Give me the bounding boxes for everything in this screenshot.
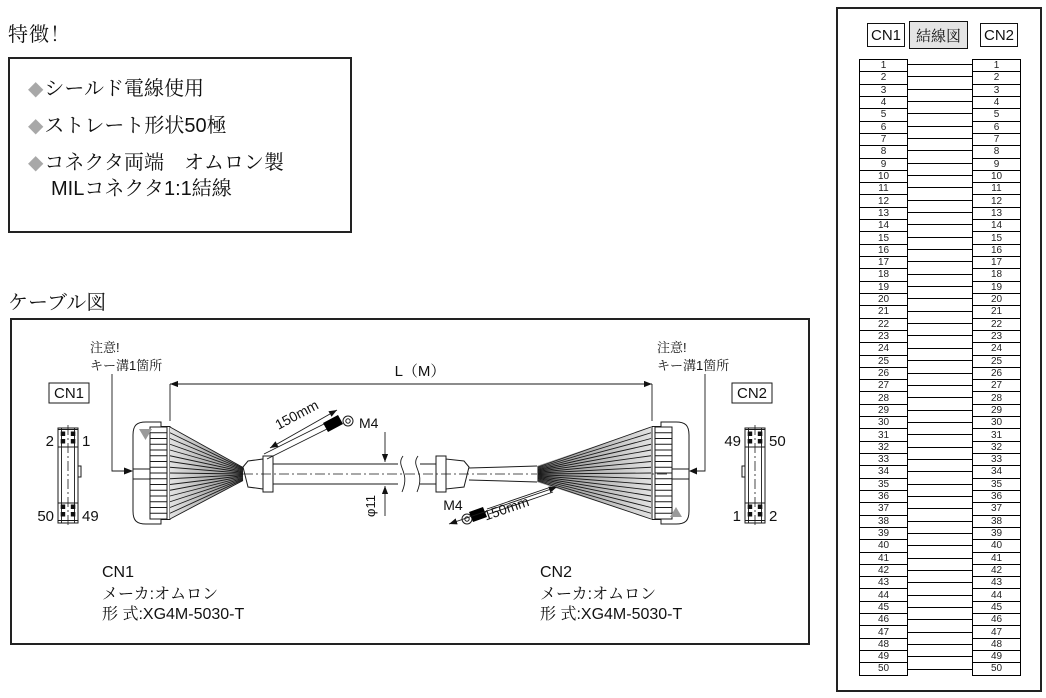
pin-cell: 4 <box>860 97 907 109</box>
wire-line <box>908 570 972 571</box>
pin-cell: 8 <box>860 146 907 158</box>
wire-line <box>908 101 972 102</box>
wire-line <box>908 311 972 312</box>
pin-cell: 17 <box>860 257 907 269</box>
pin-cell: 25 <box>973 356 1020 368</box>
wire-line <box>908 224 972 225</box>
cn1-pin-50: 50 <box>37 508 54 525</box>
pin-cell: 43 <box>973 577 1020 589</box>
pin-cell: 3 <box>860 85 907 97</box>
wiring-header-cn2: CN2 <box>980 23 1018 47</box>
diameter-label: φ11 <box>363 495 378 517</box>
cn1-model: 形 式:XG4M-5030-T <box>102 606 245 623</box>
wire-line <box>908 508 972 509</box>
pin-cell: 5 <box>973 109 1020 121</box>
wire-line <box>908 545 972 546</box>
cable-figure-title: ケーブル図 <box>8 292 107 314</box>
cn2-model: 形 式:XG4M-5030-T <box>540 606 683 623</box>
wire-line <box>908 607 972 608</box>
pin-cell: 21 <box>973 306 1020 318</box>
wire-line <box>908 521 972 522</box>
feature-item-label: シールド電線使用 <box>44 78 204 100</box>
wiring-header-cn1: CN1 <box>867 23 905 47</box>
pin-cell: 46 <box>973 614 1020 626</box>
feature-item-label: コネクタ両端 オムロン製 <box>44 152 284 174</box>
pin-cell: 19 <box>973 282 1020 294</box>
pin-cell: 24 <box>973 343 1020 355</box>
pin-cell: 19 <box>860 282 907 294</box>
caution-left-line2: キー溝1箇所 <box>90 358 163 373</box>
cn1-spec <box>102 564 244 623</box>
cn2-label <box>732 383 772 403</box>
pin-cell: 36 <box>973 491 1020 503</box>
wiring-column-cn2 <box>972 59 1021 676</box>
pin-cell: 13 <box>860 208 907 220</box>
wire-line <box>908 274 972 275</box>
cn1-maker: メーカ:オムロン <box>102 586 219 603</box>
pin-cell: 39 <box>860 528 907 540</box>
features-title: 特徴！ <box>8 24 71 46</box>
pin-cell: 26 <box>973 368 1020 380</box>
pin-cell: 24 <box>860 343 907 355</box>
pin-cell: 40 <box>860 540 907 552</box>
pin-cell: 20 <box>860 294 907 306</box>
pin-cell: 16 <box>973 245 1020 257</box>
pin-cell: 35 <box>973 479 1020 491</box>
pin-cell: 37 <box>860 503 907 515</box>
wire-line <box>908 397 972 398</box>
wire-line <box>908 459 972 460</box>
pin-cell: 13 <box>973 208 1020 220</box>
pin-cell: 14 <box>973 220 1020 232</box>
cn1-end-view <box>37 425 98 526</box>
wire-line <box>908 360 972 361</box>
pin-cell: 11 <box>860 183 907 195</box>
pin-cell: 17 <box>973 257 1020 269</box>
caution-left-line1: 注意! <box>90 340 120 355</box>
wire-line <box>908 175 972 176</box>
wire-line <box>908 249 972 250</box>
cn1-pin-49: 49 <box>82 508 99 525</box>
pin-cell: 44 <box>973 589 1020 601</box>
pin-cell: 33 <box>860 454 907 466</box>
cn2-hood <box>652 422 689 524</box>
pin-cell: 42 <box>860 565 907 577</box>
pin-cell: 27 <box>973 380 1020 392</box>
wire-line <box>908 558 972 559</box>
pin-cell: 18 <box>860 269 907 281</box>
wiring-column-cn1 <box>859 59 908 676</box>
pin-cell: 34 <box>973 466 1020 478</box>
pin-cell: 36 <box>860 491 907 503</box>
pin-cell: 30 <box>860 417 907 429</box>
wire-line <box>908 64 972 65</box>
wire-line <box>908 447 972 448</box>
pin-cell: 28 <box>973 392 1020 404</box>
wire-fan-right <box>537 427 651 519</box>
pin-cell: 18 <box>973 269 1020 281</box>
diamond-bullet-icon: ◆ <box>28 78 44 100</box>
pin-cell: 22 <box>973 319 1020 331</box>
pin-cell: 11 <box>973 183 1020 195</box>
diamond-bullet-icon: ◆ <box>28 115 44 137</box>
wire-line <box>908 187 972 188</box>
pin-cell: 15 <box>860 232 907 244</box>
pin-cell: 25 <box>860 356 907 368</box>
cn2-pin-2: 2 <box>769 508 778 525</box>
wire-line <box>908 335 972 336</box>
pin-cell: 45 <box>973 602 1020 614</box>
ground-wire-right <box>443 487 557 524</box>
cn1-pin-2: 2 <box>45 433 54 450</box>
wire-line <box>908 496 972 497</box>
caution-note-left <box>90 340 162 475</box>
wire-line <box>908 644 972 645</box>
length-label: L（M） <box>394 363 446 380</box>
pin-cell: 31 <box>973 429 1020 441</box>
pin-cell: 38 <box>973 516 1020 528</box>
feature-item-continuation: MILコネクタ1:1結線 <box>51 178 232 200</box>
m4-left-label: M4 <box>359 415 379 431</box>
wire-line <box>908 163 972 164</box>
wire-line <box>908 422 972 423</box>
pin-cell: 16 <box>860 245 907 257</box>
pin-cell: 20 <box>973 294 1020 306</box>
pin-cell: 33 <box>973 454 1020 466</box>
wire-line <box>908 385 972 386</box>
caution-right-line1: 注意! <box>657 340 687 355</box>
wire-line <box>908 89 972 90</box>
pin-cell: 5 <box>860 109 907 121</box>
pin-cell: 3 <box>973 85 1020 97</box>
pin-cell: 14 <box>860 220 907 232</box>
wire-line <box>908 373 972 374</box>
diameter-dimension <box>363 432 385 517</box>
cn1-hood <box>133 422 170 524</box>
pin-cell: 2 <box>973 72 1020 84</box>
wiring-diagram-panel <box>836 7 1042 692</box>
pin-cell: 30 <box>973 417 1020 429</box>
cn2-pin-1: 1 <box>732 508 741 525</box>
pin-cell: 47 <box>860 626 907 638</box>
pin-cell: 4 <box>973 97 1020 109</box>
pin-cell: 31 <box>860 429 907 441</box>
pin-cell: 2 <box>860 72 907 84</box>
pin-cell: 1 <box>860 60 907 72</box>
pin-cell: 45 <box>860 602 907 614</box>
pin-cell: 27 <box>860 380 907 392</box>
pin-cell: 37 <box>973 503 1020 515</box>
pin-cell: 48 <box>973 639 1020 651</box>
feature-item-label: ストレート形状50極 <box>44 115 227 137</box>
pin-cell: 29 <box>973 405 1020 417</box>
pin-cell: 49 <box>860 651 907 663</box>
cable-figure-box <box>10 318 810 645</box>
diamond-bullet-icon: ◆ <box>28 152 44 174</box>
wire-line <box>908 261 972 262</box>
pin-cell: 29 <box>860 405 907 417</box>
cn1-label <box>49 383 89 403</box>
pin-cell: 7 <box>973 134 1020 146</box>
pin-cell: 47 <box>973 626 1020 638</box>
pin-cell: 41 <box>973 553 1020 565</box>
pin-cell: 8 <box>973 146 1020 158</box>
pin-cell: 50 <box>877 663 890 675</box>
wire-line <box>908 212 972 213</box>
pin-cell: 38 <box>860 516 907 528</box>
wire-line <box>908 595 972 596</box>
pin-cell: 9 <box>860 159 907 171</box>
wire-line <box>908 150 972 151</box>
cn1-name: CN1 <box>102 564 135 581</box>
pin-cell: 46 <box>860 614 907 626</box>
wire-line <box>908 138 972 139</box>
pin-cell: 15 <box>973 232 1020 244</box>
wire-line <box>908 484 972 485</box>
wiring-header-title: 結線図 <box>909 21 968 49</box>
pin-cell: 10 <box>860 171 907 183</box>
cn2-label-text: CN2 <box>736 385 768 402</box>
wire-line <box>908 126 972 127</box>
wire-line <box>908 434 972 435</box>
wire-line <box>908 113 972 114</box>
wire-line <box>908 237 972 238</box>
dim-150-right-label: 150mm <box>481 493 532 524</box>
pin-cell: 41 <box>860 553 907 565</box>
pin-cell: 40 <box>973 540 1020 552</box>
feature-item <box>28 109 227 138</box>
pin-cell: 32 <box>860 442 907 454</box>
dim-150-left-label: 150mm <box>272 396 322 433</box>
m4-right-label: M4 <box>443 497 463 513</box>
wire-line <box>908 656 972 657</box>
pin-cell: 23 <box>860 331 907 343</box>
wire-line <box>908 298 972 299</box>
cn2-end-view <box>724 425 785 526</box>
features-box <box>8 57 352 233</box>
cn2-spec <box>540 564 682 623</box>
feature-item <box>28 72 204 101</box>
pin-cell: 48 <box>860 639 907 651</box>
pin-cell: 12 <box>860 195 907 207</box>
pin-cell: 35 <box>860 479 907 491</box>
ground-wire-left <box>264 397 379 459</box>
pin-cell: 50 <box>990 663 1003 675</box>
pin-cell: 34 <box>860 466 907 478</box>
cable-drawing <box>12 320 808 643</box>
length-dimension <box>170 363 652 421</box>
pin-cell: 23 <box>973 331 1020 343</box>
pin-cell: 49 <box>973 651 1020 663</box>
wire-fan-left <box>170 427 243 519</box>
wire-line <box>908 471 972 472</box>
wire-line <box>908 348 972 349</box>
wire-line <box>908 582 972 583</box>
pin-cell: 6 <box>973 122 1020 134</box>
pin-cell: 1 <box>973 60 1020 72</box>
wire-line <box>908 619 972 620</box>
pin-cell: 28 <box>860 392 907 404</box>
pin-cell: 7 <box>860 134 907 146</box>
pin-cell: 39 <box>973 528 1020 540</box>
wire-line <box>908 286 972 287</box>
feature-item <box>28 146 284 175</box>
pin-cell: 32 <box>973 442 1020 454</box>
wire-line <box>908 76 972 77</box>
wire-line <box>908 410 972 411</box>
cn1-pin-1: 1 <box>82 433 91 450</box>
pin-cell: 21 <box>860 306 907 318</box>
pin-cell: 10 <box>973 171 1020 183</box>
caution-right-line2: キー溝1箇所 <box>657 358 730 373</box>
wire-line <box>908 323 972 324</box>
cn1-label-text: CN1 <box>53 385 85 402</box>
pin-cell: 44 <box>860 589 907 601</box>
cn2-pin-49: 49 <box>724 433 741 450</box>
pin-cell: 12 <box>973 195 1020 207</box>
pin-cell: 22 <box>860 319 907 331</box>
wire-line <box>908 200 972 201</box>
pin-cell: 42 <box>973 565 1020 577</box>
pin-cell: 26 <box>860 368 907 380</box>
cn2-name: CN2 <box>540 564 573 581</box>
cn2-maker: メーカ:オムロン <box>540 586 657 603</box>
pin-cell: 6 <box>860 122 907 134</box>
pin-cell: 43 <box>860 577 907 589</box>
wire-line <box>908 632 972 633</box>
wire-line <box>908 533 972 534</box>
pin-cell: 9 <box>973 159 1020 171</box>
caution-note-right <box>657 340 729 475</box>
wire-line <box>908 669 972 670</box>
cn2-pin-50: 50 <box>769 433 786 450</box>
